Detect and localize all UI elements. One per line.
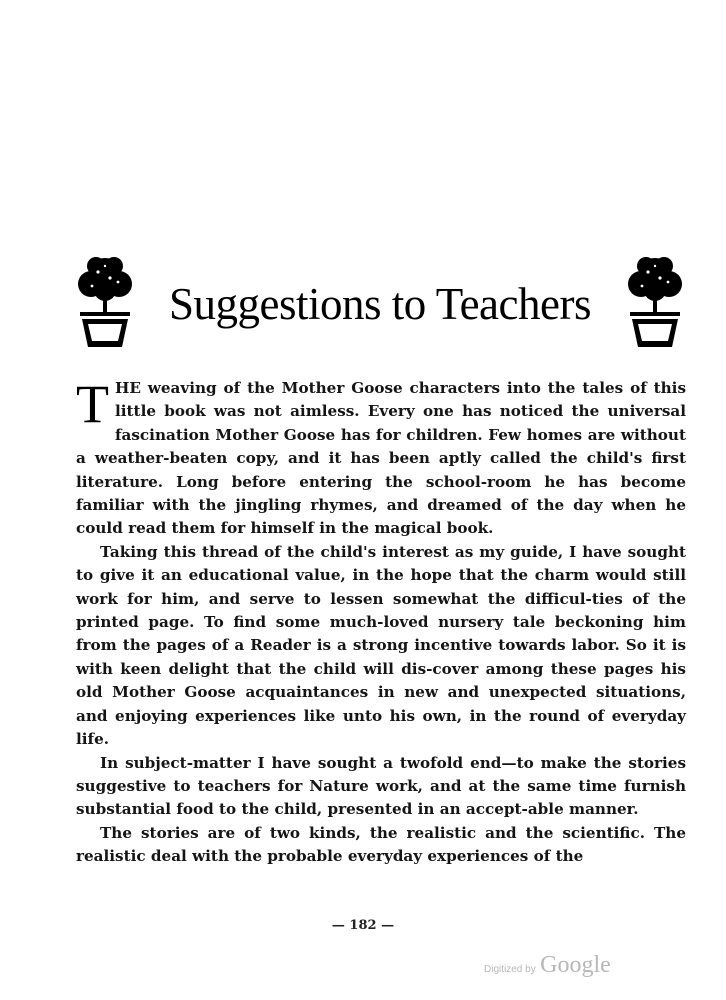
drop-cap: T [76, 374, 109, 434]
digitized-label: Digitized by [484, 964, 536, 975]
paragraph-4: The stories are of two kinds, the realistic and the scientific. The realistic deal with the probable everyday experiences of the [76, 823, 686, 866]
potted-tree-right-icon [624, 252, 686, 350]
paragraph-2: Taking this thread of the child's interest as my guide, I have sought to give it an educational value, in the hope that the charm would still work for him, and serve to lessen somewhat the difficul-ties of the printed page. To find some much-loved nursery tale beckoning him from the pages of a Reader is a strong incentive towards labor. So it is with keen delight that the child will dis-cover among these pages his old Mother Goose acquaintances in new and unexpected situations, and enjoying experiences like unto his own, in the round of everyday life. [76, 542, 686, 749]
digitized-watermark [484, 952, 611, 979]
paragraph-1 [76, 374, 686, 541]
paragraph-3: In subject-matter I have sought a twofold end—to make the stories suggestive to teachers for Nature work, and at the same time furnish substantial food to the child, presented in an accept-able manner. [76, 753, 686, 819]
potted-tree-left-icon [74, 252, 136, 350]
page-number: — 182 — [331, 918, 395, 933]
chapter-heading [74, 252, 686, 352]
body-text [76, 374, 686, 869]
paragraph-1-text: HE weaving of the Mother Goose characters into the tales of this little book was not aimless. Every one has noticed the universal fascination Mother Goose has for children. Few homes are without a weather-beaten copy, and it has been aptly called the child's first literature. Long before entering the school-room he has become familiar with the jingling rhymes, and dreamed of the day when he could read them for himself in the magical book. [76, 379, 686, 538]
google-logo: Google [540, 952, 611, 978]
page-title: Suggestions to Teachers [169, 279, 591, 329]
